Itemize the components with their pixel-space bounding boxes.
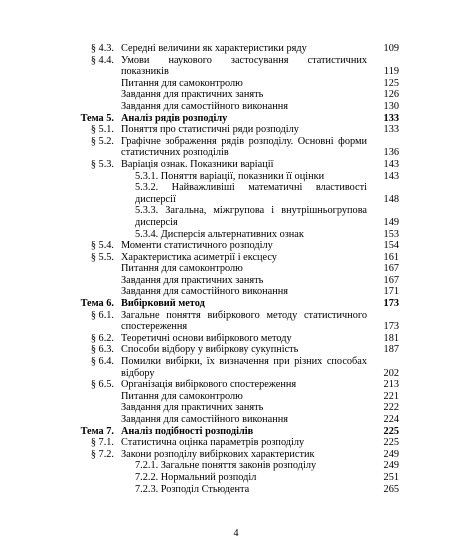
toc-entry-title: Завдання для самостійного виконання <box>121 286 288 298</box>
toc-entry-page: 153 <box>383 228 399 240</box>
toc-entry-title: Поняття про статистичні ряди розподілу <box>121 124 299 136</box>
toc-entry-number <box>72 78 121 90</box>
toc-entry-page: 126 <box>383 89 399 101</box>
toc-entry-number <box>72 205 121 228</box>
toc-entry <box>72 55 399 78</box>
toc-entry-number <box>72 484 121 496</box>
toc-entry-title: 5.3.4. Дисперсія альтернативних ознак <box>135 228 304 240</box>
toc-entry-title: Завдання для практичних занять <box>121 89 264 101</box>
toc-entry-number: § 4.4. <box>90 54 114 66</box>
toc-entry <box>72 159 399 171</box>
toc-entry <box>72 89 399 101</box>
toc-entry-page: 249 <box>383 460 399 472</box>
toc-entry-number: § 4.3. <box>90 43 114 54</box>
toc-entry-page: 109 <box>383 43 399 54</box>
toc-entry-title: Помилки вибірки, їх визначення при різних способах відбору <box>121 356 367 379</box>
toc-entry-title: Умови наукового застосування статистичних показників <box>121 54 367 78</box>
toc-entry-title: Закони розподілу вибіркових характеристик <box>121 448 315 460</box>
toc-entry-number <box>72 263 121 275</box>
toc-entry-page: 161 <box>383 251 399 263</box>
toc-entry-title: Завдання для самостійного виконання <box>121 414 288 425</box>
toc-entry <box>72 426 399 438</box>
toc-entry <box>72 414 399 426</box>
toc-entry-title: Вибірковий метод <box>121 298 205 310</box>
toc-entry-page: 130 <box>383 100 399 112</box>
toc-entry-page: 167 <box>383 263 399 275</box>
toc-entry-page: 221 <box>383 390 399 402</box>
toc-entry-number: § 5.5. <box>90 251 114 263</box>
toc-entry-page: 173 <box>383 321 399 333</box>
toc-entry-number <box>72 460 121 472</box>
toc-entry-page: 181 <box>383 332 399 344</box>
toc-entry <box>72 472 399 484</box>
toc-entry-title: Теоретичні основи вибіркового методу <box>121 332 292 344</box>
toc-entry-number: § 5.4. <box>90 240 114 252</box>
toc-entry <box>72 391 399 403</box>
toc-entry-title: Аналіз рядів розподілу <box>121 112 228 124</box>
toc-entry-number <box>72 402 121 414</box>
toc-entry-page: 225 <box>383 437 399 449</box>
toc-entry-number: Тема 6. <box>80 298 114 310</box>
toc-entry-title: Завдання для самостійного виконання <box>121 100 288 112</box>
toc-entry <box>72 43 399 55</box>
toc-entry <box>72 263 399 275</box>
toc-entry <box>72 252 399 264</box>
toc-entry-title: Питання для самоконтролю <box>121 77 243 89</box>
toc-entry-number <box>72 286 121 298</box>
toc-entry-number: § 6.3. <box>90 344 114 356</box>
toc-entry-number: § 7.1. <box>90 437 114 449</box>
toc-entry-page: 187 <box>383 344 399 356</box>
toc-entry-title: 5.3.1. Поняття варіації, показники її оцінки <box>135 170 325 182</box>
toc-entry <box>72 449 399 461</box>
toc-entry-title: Графічне зображення рядів розподілу. Основні форми статистичних розподілів <box>121 135 367 159</box>
toc-entry-page: 213 <box>383 379 399 391</box>
toc-entry-title: Організація вибіркового спостереження <box>121 379 297 391</box>
toc-entry-page: 149 <box>383 216 399 228</box>
toc-entry-page: 171 <box>383 286 399 298</box>
toc-entry-page: 167 <box>383 274 399 286</box>
toc-entry-page: 148 <box>383 193 399 205</box>
toc-entry <box>72 205 399 228</box>
toc-entry <box>72 333 399 345</box>
toc-entry-number: Тема 5. <box>80 112 114 124</box>
toc-entry <box>72 275 399 287</box>
toc-entry-number: § 6.4. <box>90 356 114 368</box>
toc-entry-number: § 7.2. <box>90 448 114 460</box>
toc-entry-number <box>72 171 121 183</box>
toc-entry <box>72 310 399 333</box>
toc-entry <box>72 78 399 90</box>
toc-entry <box>72 240 399 252</box>
toc-entry <box>72 136 399 159</box>
toc-body <box>72 43 399 495</box>
toc-entry <box>72 402 399 414</box>
toc-entry <box>72 484 399 496</box>
toc-entry-number: § 6.2. <box>90 332 114 344</box>
toc-entry <box>72 124 399 136</box>
toc-entry-page: 224 <box>383 414 399 425</box>
toc-entry <box>72 101 399 113</box>
toc-entry-page: 143 <box>383 158 399 170</box>
toc-entry-title: Питання для самоконтролю <box>121 390 243 402</box>
toc-entry <box>72 379 399 391</box>
toc-entry-page: 133 <box>383 124 399 136</box>
toc-entry-number: § 6.1. <box>90 309 114 321</box>
toc-entry-title: Варіація ознак. Показники варіації <box>121 158 274 170</box>
toc-entry-number: § 5.1. <box>90 124 114 136</box>
toc-entry-title: Статистична оцінка параметрів розподілу <box>121 437 305 449</box>
toc-entry-page: 249 <box>383 448 399 460</box>
toc-entry <box>72 344 399 356</box>
toc-entry-number <box>72 391 121 403</box>
toc-entry-page: 251 <box>383 471 399 483</box>
toc-entry-number <box>72 89 121 101</box>
toc-entry-page: 222 <box>383 402 399 414</box>
toc-entry <box>72 182 399 205</box>
toc-entry-title: Питання для самоконтролю <box>121 263 243 275</box>
toc-entry-title: Способи відбору у вибіркову сукупність <box>121 344 299 356</box>
toc-entry-page: 119 <box>383 66 399 78</box>
toc-entry-title: Аналіз подібності розподілів <box>121 425 254 437</box>
toc-entry-page: 136 <box>383 147 399 159</box>
toc-entry-page: 133 <box>383 112 399 124</box>
toc-entry-page: 225 <box>383 425 399 437</box>
toc-entry-title: Загальне поняття вибіркового методу статистичного спостереження <box>121 309 367 333</box>
toc-entry-title: 5.3.2. Найважливіші математичні властивості дисперсії <box>135 182 367 205</box>
toc-entry-number <box>72 275 121 287</box>
toc-entry-title: 7.2.3. Розподіл Стьюдента <box>135 483 250 495</box>
toc-entry-number <box>72 472 121 484</box>
toc-entry <box>72 460 399 472</box>
toc-entry-page: 154 <box>383 240 399 252</box>
toc-entry-number <box>72 101 121 113</box>
toc-entry-page: 125 <box>383 77 399 89</box>
toc-entry-title: Завдання для практичних занять <box>121 274 264 286</box>
toc-entry <box>72 229 399 241</box>
toc-entry-title: Середні величини як характеристики ряду <box>121 43 307 54</box>
toc-entry-page: 143 <box>383 170 399 182</box>
toc-entry-number <box>72 182 121 205</box>
toc-entry <box>72 286 399 298</box>
toc-entry-number <box>72 414 121 426</box>
toc-entry-number <box>72 229 121 241</box>
toc-entry <box>72 437 399 449</box>
toc-entry-number: § 6.5. <box>90 379 114 391</box>
toc-entry-number: § 5.2. <box>90 135 114 147</box>
toc-entry-title: 7.2.1. Загальне поняття законів розподілу <box>135 460 317 472</box>
table-of-contents <box>72 43 399 495</box>
toc-entry <box>72 171 399 183</box>
toc-entry-page: 173 <box>383 298 399 310</box>
toc-entry <box>72 298 399 310</box>
toc-entry-title: 5.3.3. Загальна, міжгрупова і внутрішньогрупова дисперсія <box>135 205 367 228</box>
toc-entry-number: § 5.3. <box>90 158 114 170</box>
toc-entry-title: Характеристика асиметрії і ексцесу <box>121 251 277 263</box>
toc-entry <box>72 356 399 379</box>
toc-entry-title: 7.2.2. Нормальний розподіл <box>135 471 257 483</box>
toc-entry-number: Тема 7. <box>80 425 114 437</box>
toc-entry-title: Моменти статистичного розподілу <box>121 240 273 252</box>
toc-entry-title: Завдання для практичних занять <box>121 402 264 414</box>
toc-entry-page: 202 <box>383 367 399 379</box>
page-number: 4 <box>233 528 239 539</box>
toc-entry-page: 265 <box>383 483 399 495</box>
toc-entry <box>72 113 399 125</box>
